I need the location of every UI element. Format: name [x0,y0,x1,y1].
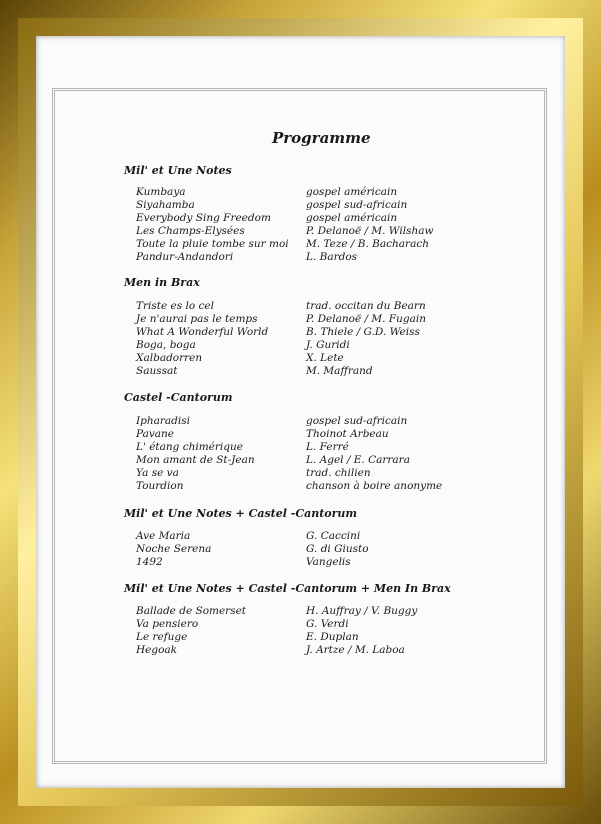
piece-title: Ballade de Somerset [136,605,247,617]
piece-author: J. Guridi [306,339,350,351]
piece-author: M. Maffrand [306,365,373,377]
piece-title: Noche Serena [136,543,212,555]
piece-author: H. Auffray / V. Buggy [306,605,418,617]
piece-title: Mon amant de St-Jean [136,454,255,466]
piece-author: trad. chilien [306,467,371,479]
piece-title: 1492 [136,556,163,568]
piece-author: G. Caccini [306,530,361,542]
piece-author: gospel sud-africain [306,415,408,427]
piece-title: Tourdion [136,480,184,492]
piece-author: L. Bardos [306,251,358,263]
piece-title: Triste es lo cel [136,300,214,312]
piece-author: P. Delanoë / M. Fugain [306,313,426,325]
piece-title: Les Champs-Elysées [136,225,245,237]
piece-title: L' étang chimérique [136,441,243,453]
piece-author: trad. occitan du Bearn [306,300,426,312]
piece-author: P. Delanoë / M. Wilshaw [306,225,434,237]
piece-title: Boga, boga [136,339,196,351]
piece-title: Xalbadorren [136,352,203,364]
piece-title: Siyahamba [136,199,195,211]
piece-author: B. Thiele / G.D. Weiss [306,326,420,338]
piece-title: Saussat [136,365,178,377]
piece-author: L. Agel / E. Carrara [306,454,410,466]
piece-author: G. di Giusto [306,543,369,555]
piece-title: Everybody Sing Freedom [136,212,271,224]
section-title: Men in Brax [124,276,200,289]
piece-author: Vangelis [306,556,351,568]
piece-title: Hegoak [136,644,178,656]
piece-author: L. Ferré [306,441,349,453]
piece-title: Le refuge [136,631,188,643]
section-title: Castel -Cantorum [124,391,233,404]
piece-author: chanson à boire anonyme [306,480,443,492]
programme-content [36,36,565,788]
piece-author: J. Artze / M. Laboa [306,644,405,656]
section-title: Mil' et Une Notes + Castel -Cantorum + Men In Brax [124,582,451,595]
piece-author: Thoinot Arbeau [306,428,389,440]
programme-sheet [36,36,565,788]
piece-title: Ipharadisi [136,415,190,427]
piece-author: gospel américain [306,212,398,224]
piece-title: Pavane [136,428,175,440]
section-title: Mil' et Une Notes + Castel -Cantorum [124,507,358,520]
piece-title: Kumbaya [136,186,186,198]
page-title: Programme [272,129,371,147]
piece-title: Toute la pluie tombe sur moi [136,238,289,250]
piece-author: X. Lete [306,352,344,364]
piece-title: Va pensiero [136,618,199,630]
section-title: Mil' et Une Notes [124,164,232,177]
piece-author: G. Verdi [306,618,349,630]
piece-title: Je n'aurai pas le temps [136,313,258,325]
piece-title: What A Wonderful World [136,326,269,338]
piece-author: gospel américain [306,186,398,198]
piece-author: E. Duplan [306,631,359,643]
piece-author: gospel sud-africain [306,199,408,211]
piece-title: Ya se va [136,467,179,479]
piece-author: M. Teze / B. Bacharach [306,238,429,250]
piece-title: Pandur-Andandori [136,251,234,263]
piece-title: Ave Maria [136,530,191,542]
